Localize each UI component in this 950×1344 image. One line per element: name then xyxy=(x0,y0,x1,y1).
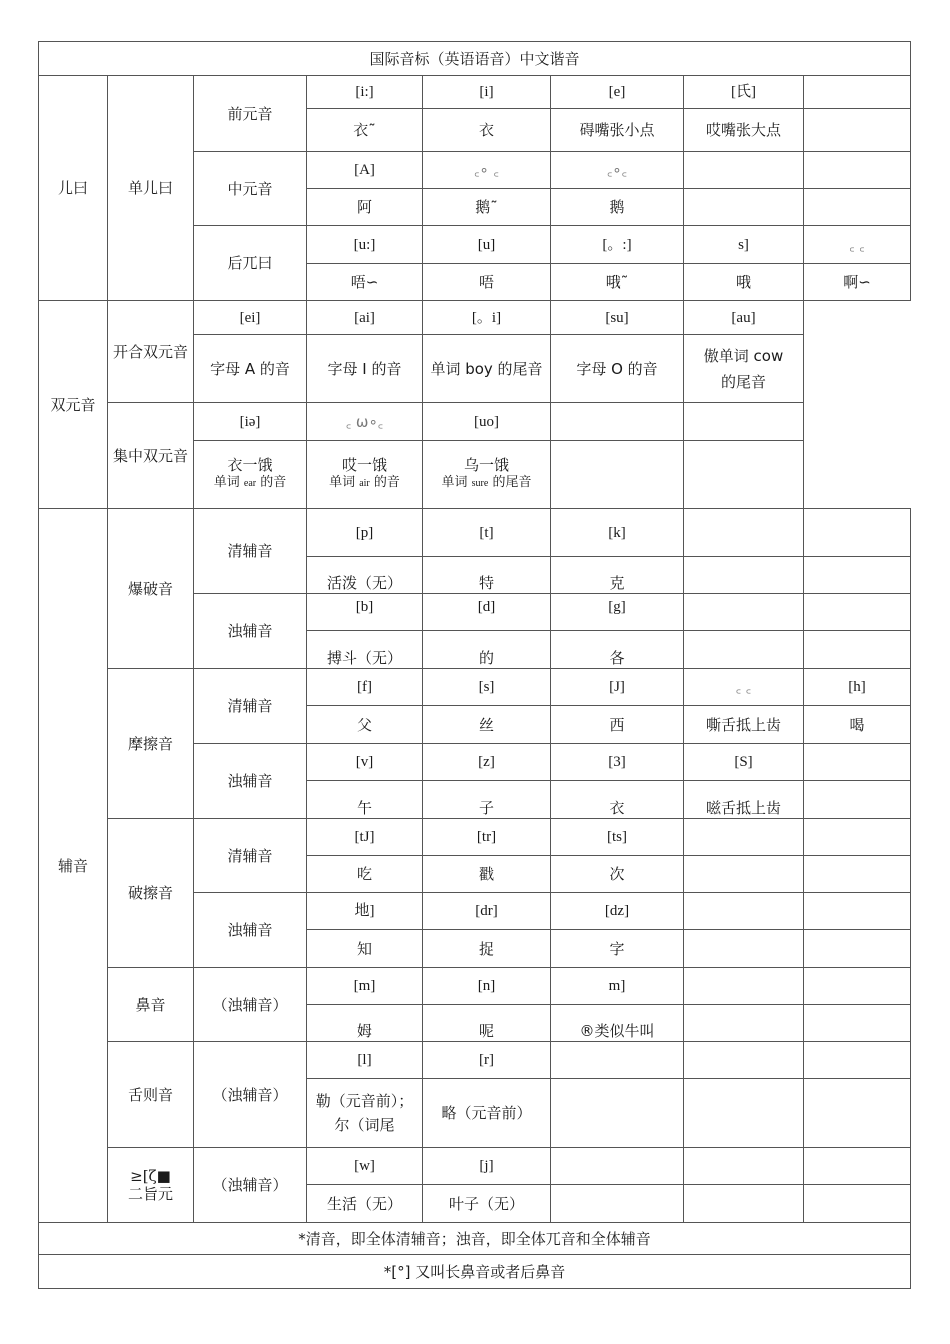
vowel-group-label: 儿曰 xyxy=(39,76,108,301)
ipa-symbol: [ts] xyxy=(551,819,684,856)
chinese-hint: 嘶舌抵上齿 xyxy=(684,706,804,744)
ipa-symbol xyxy=(684,152,804,189)
ipa-symbol: [S] xyxy=(684,744,804,781)
chinese-hint-line: 哎一饿 xyxy=(341,456,387,474)
ipa-symbol: [p] xyxy=(307,509,423,557)
chinese-hint xyxy=(194,441,307,509)
chinese-hint: 哦˜ xyxy=(551,264,684,301)
ipa-symbol: [J] xyxy=(551,669,684,706)
chinese-hint: 搏斗（无） xyxy=(307,631,423,669)
chinese-hint-line: 尔（词尾 xyxy=(334,1116,395,1134)
chinese-hint: 丝 xyxy=(423,706,551,744)
empty-cell xyxy=(804,856,911,893)
ipa-symbol: [z] xyxy=(423,744,551,781)
empty-cell xyxy=(684,1148,804,1185)
chinese-hint: 子 xyxy=(423,781,551,819)
chinese-hint: 嗞舌抵上齿 xyxy=(684,781,804,819)
ipa-symbol: [3] xyxy=(551,744,684,781)
empty-cell xyxy=(684,441,804,509)
chinese-hint-line: 乌一饿 xyxy=(463,456,509,474)
ipa-symbol: [。:] xyxy=(551,226,684,264)
chinese-hint: 字 xyxy=(551,930,684,968)
chinese-hint: 啊∽ xyxy=(804,264,911,301)
empty-cell xyxy=(684,893,804,930)
plosive-label: 爆破音 xyxy=(108,509,194,669)
ipa-symbol: [e] xyxy=(551,76,684,109)
empty-cell xyxy=(684,1185,804,1223)
chinese-hint: 姆 xyxy=(307,1005,423,1042)
ipa-symbol: [g] xyxy=(551,594,684,631)
affricate-label: 破擦音 xyxy=(108,819,194,968)
ipa-symbol: [tr] xyxy=(423,819,551,856)
ipa-symbol: ꜀∘ ꜀ xyxy=(423,152,551,189)
chinese-hint xyxy=(804,109,911,152)
chinese-hint: 午 xyxy=(307,781,423,819)
voiceless-label: 清辅音 xyxy=(194,669,307,744)
chinese-hint: 碍嘴张小点 xyxy=(551,109,684,152)
ipa-symbol: ꜀∘꜀ xyxy=(551,152,684,189)
empty-cell xyxy=(551,1185,684,1223)
word-example: 单词 ear 的音 xyxy=(213,475,287,490)
chinese-hint: 略（元音前） xyxy=(423,1079,551,1148)
ipa-symbol: [su] xyxy=(551,301,684,335)
voicing-type-label: （浊辅音） xyxy=(194,1042,307,1148)
nasal-label: 鼻音 xyxy=(108,968,194,1042)
ipa-symbol xyxy=(804,76,911,109)
chinese-hint: 克 xyxy=(551,557,684,594)
chinese-hint: 阿 xyxy=(307,189,423,226)
chinese-hint: 衣˜ xyxy=(307,109,423,152)
ipa-symbol: [l] xyxy=(307,1042,423,1079)
ipa-symbol: ꜀ ꜀ xyxy=(684,669,804,706)
empty-cell xyxy=(804,1148,911,1185)
chinese-hint: 喝 xyxy=(804,706,911,744)
ipa-symbol: 地] xyxy=(307,893,423,930)
semivowel-label xyxy=(108,1148,194,1223)
chinese-hint: 戳 xyxy=(423,856,551,893)
table-title: 国际音标（英语语音）中文谐音 xyxy=(39,42,911,76)
ipa-symbol: [s] xyxy=(423,669,551,706)
semivowel-label-line: 二旨元 xyxy=(127,1185,173,1203)
empty-cell xyxy=(684,930,804,968)
lateral-label: 舌则音 xyxy=(108,1042,194,1148)
chinese-hint-line: 勒（元音前）； xyxy=(315,1092,414,1110)
ipa-symbol: [d] xyxy=(423,594,551,631)
empty-cell xyxy=(684,403,804,441)
chinese-hint-line: 的尾音 xyxy=(720,372,766,391)
voiceless-label: 清辅音 xyxy=(194,509,307,594)
ipa-symbol: [i] xyxy=(423,76,551,109)
ipa-symbol: [i:] xyxy=(307,76,423,109)
empty-cell xyxy=(551,403,684,441)
chinese-hint: 活泼（无） xyxy=(307,557,423,594)
empty-cell xyxy=(804,1185,911,1223)
middle-vowel-label: 中元音 xyxy=(194,152,307,226)
voiced-label: 浊辅音 xyxy=(194,594,307,669)
voiceless-label: 清辅音 xyxy=(194,819,307,893)
chinese-hint xyxy=(423,441,551,509)
empty-cell xyxy=(804,1005,911,1042)
chinese-hint: 捉 xyxy=(423,930,551,968)
empty-cell xyxy=(804,930,911,968)
chinese-hint: 呢 xyxy=(423,1005,551,1042)
front-vowel-label: 前元音 xyxy=(194,76,307,152)
ipa-symbol: [j] xyxy=(423,1148,551,1185)
empty-cell xyxy=(684,1005,804,1042)
empty-cell xyxy=(551,441,684,509)
chinese-hint: 字母 O 的音 xyxy=(551,335,684,403)
ipa-symbol: [uo] xyxy=(423,403,551,441)
chinese-hint: 字母 I 的音 xyxy=(307,335,423,403)
consonant-group-label: 辅音 xyxy=(39,509,108,1223)
ipa-symbol: [au] xyxy=(684,301,804,335)
empty-cell xyxy=(804,1079,911,1148)
chinese-hint xyxy=(307,1079,423,1148)
empty-cell xyxy=(684,819,804,856)
voicing-type-label: （浊辅音） xyxy=(194,968,307,1042)
ipa-symbol: [u:] xyxy=(307,226,423,264)
back-vowel-label: 后兀曰 xyxy=(194,226,307,301)
empty-cell xyxy=(804,819,911,856)
ipa-symbol: [A] xyxy=(307,152,423,189)
empty-cell xyxy=(804,557,911,594)
chinese-hint: 衣 xyxy=(551,781,684,819)
ipa-symbol: [k] xyxy=(551,509,684,557)
chinese-hint: 鹅 xyxy=(551,189,684,226)
empty-cell xyxy=(804,893,911,930)
empty-cell xyxy=(684,631,804,669)
ipa-symbol: [f] xyxy=(307,669,423,706)
ipa-symbol: [dz] xyxy=(551,893,684,930)
chinese-hint: 单词 boy 的尾音 xyxy=(423,335,551,403)
ipa-symbol: [dr] xyxy=(423,893,551,930)
empty-cell xyxy=(684,509,804,557)
chinese-hint: 知 xyxy=(307,930,423,968)
monophthong-label: 单儿曰 xyxy=(108,76,194,301)
empty-cell xyxy=(684,1079,804,1148)
semivowel-label-line: ≥[ζ■ xyxy=(130,1167,171,1185)
empty-cell xyxy=(804,509,911,557)
empty-cell xyxy=(684,594,804,631)
voiced-label: 浊辅音 xyxy=(194,893,307,968)
chinese-hint xyxy=(684,335,804,403)
empty-cell xyxy=(551,1042,684,1079)
ipa-symbol: [v] xyxy=(307,744,423,781)
ipa-symbol: [ei] xyxy=(194,301,307,335)
empty-cell xyxy=(684,557,804,594)
chinese-hint: 鹅˜ xyxy=(423,189,551,226)
ipa-chart-table xyxy=(38,41,911,1289)
chinese-hint: 字母 A 的音 xyxy=(194,335,307,403)
ipa-symbol: [n] xyxy=(423,968,551,1005)
word-example: 单词 sure 的尾音 xyxy=(441,475,532,490)
chinese-hint: 衣 xyxy=(423,109,551,152)
chinese-hint: 生活（无） xyxy=(307,1185,423,1223)
ipa-symbol: [tJ] xyxy=(307,819,423,856)
fricative-label: 摩擦音 xyxy=(108,669,194,819)
ipa-symbol: [。i] xyxy=(423,301,551,335)
chinese-hint: 父 xyxy=(307,706,423,744)
empty-cell xyxy=(804,631,911,669)
empty-cell xyxy=(804,594,911,631)
ipa-symbol: [u] xyxy=(423,226,551,264)
chinese-hint-line: 傲单词 cow xyxy=(703,346,784,365)
chinese-hint xyxy=(804,189,911,226)
chinese-hint: 的 xyxy=(423,631,551,669)
ipa-symbol: ꜀ ꜀ xyxy=(804,226,911,264)
chinese-hint: 次 xyxy=(551,856,684,893)
ipa-symbol: [t] xyxy=(423,509,551,557)
centering-diphthong-label: 集中双元音 xyxy=(108,403,194,509)
footnote: *[°] 又叫长鼻音或者后鼻音 xyxy=(39,1255,911,1289)
chinese-hint xyxy=(307,441,423,509)
ipa-symbol: [m] xyxy=(307,968,423,1005)
ipa-symbol: m] xyxy=(551,968,684,1005)
empty-cell xyxy=(804,1042,911,1079)
empty-cell xyxy=(804,968,911,1005)
chinese-hint: 西 xyxy=(551,706,684,744)
chinese-hint-line: 衣一饿 xyxy=(227,456,273,474)
chinese-hint xyxy=(684,189,804,226)
ipa-symbol: [h] xyxy=(804,669,911,706)
word-example: 单词 air 的音 xyxy=(329,475,400,490)
chinese-hint: 各 xyxy=(551,631,684,669)
ipa-symbol: ꜀ ω∘꜀ xyxy=(307,403,423,441)
ipa-symbol: [w] xyxy=(307,1148,423,1185)
ipa-symbol: [ai] xyxy=(307,301,423,335)
diphthong-label: 双元音 xyxy=(39,301,108,509)
chinese-hint: ®类似牛叫 xyxy=(551,1005,684,1042)
empty-cell xyxy=(684,968,804,1005)
ipa-symbol: s] xyxy=(684,226,804,264)
empty-cell xyxy=(804,781,911,819)
empty-cell xyxy=(684,856,804,893)
footnote: *清音，即全体清辅音；浊音，即全体兀音和全体辅音 xyxy=(39,1223,911,1255)
ipa-symbol xyxy=(804,152,911,189)
ipa-symbol: [氏] xyxy=(684,76,804,109)
ipa-symbol: [iə] xyxy=(194,403,307,441)
chinese-hint: 哎嘴张大点 xyxy=(684,109,804,152)
empty-cell xyxy=(551,1148,684,1185)
chinese-hint: 唔∽ xyxy=(307,264,423,301)
empty-cell xyxy=(804,744,911,781)
closing-diphthong-label: 开合双元音 xyxy=(108,301,194,403)
chinese-hint: 吃 xyxy=(307,856,423,893)
voicing-type-label: （浊辅音） xyxy=(194,1148,307,1223)
voiced-label: 浊辅音 xyxy=(194,744,307,819)
chinese-hint: 叶子（无） xyxy=(423,1185,551,1223)
ipa-symbol: [b] xyxy=(307,594,423,631)
empty-cell xyxy=(551,1079,684,1148)
chinese-hint: 哦 xyxy=(684,264,804,301)
chinese-hint: 唔 xyxy=(423,264,551,301)
empty-cell xyxy=(684,1042,804,1079)
chinese-hint: 特 xyxy=(423,557,551,594)
ipa-symbol: [r] xyxy=(423,1042,551,1079)
